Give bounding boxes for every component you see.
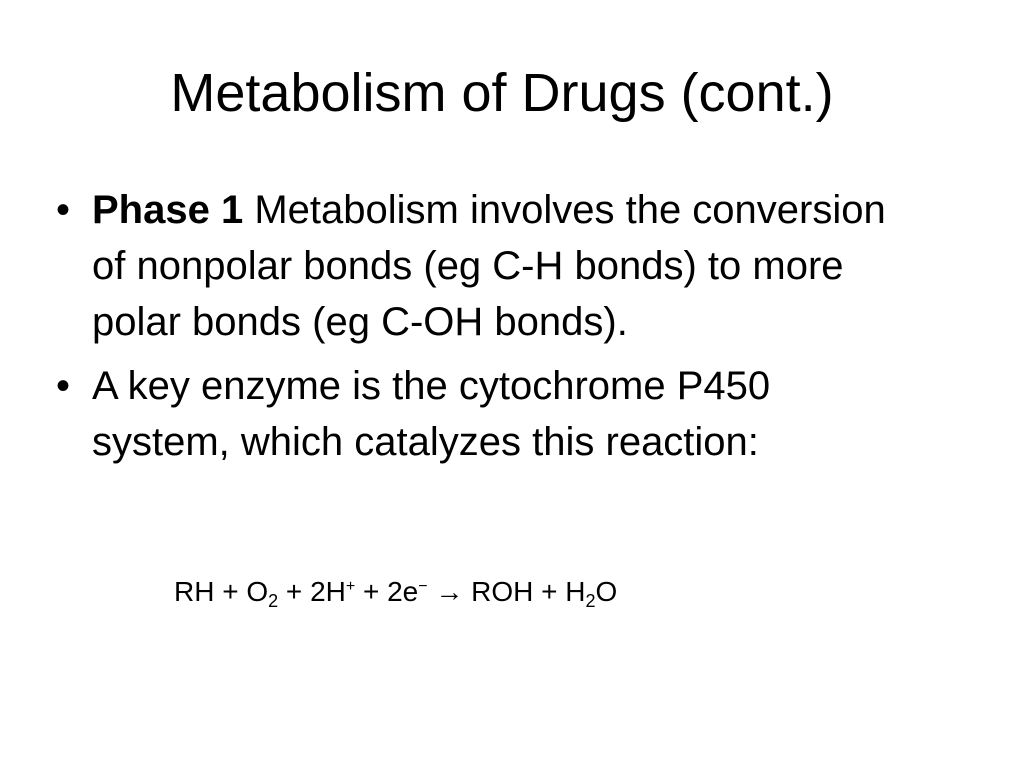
- equation-superscript: −: [418, 578, 428, 595]
- equation-part: + 2e: [355, 576, 419, 607]
- bullet-marker: •: [56, 188, 71, 232]
- equation-subscript: 2: [268, 591, 279, 611]
- bullet-text: A key enzyme is the cytochrome P450 system, which catalyzes this reaction:: [92, 364, 771, 464]
- slide-title: Metabolism of Drugs (cont.): [170, 63, 834, 123]
- bullet-list: [56, 182, 916, 478]
- reaction-equation: [174, 572, 617, 612]
- equation-part: RH + O: [174, 576, 269, 607]
- equation-superscript: +: [345, 578, 356, 595]
- bullet-text: Metabolism involves the conversion of nonpolar bonds (eg C-H bonds) to more polar bonds (eg C-OH bonds).: [92, 188, 886, 344]
- bullet-item-p450: [56, 358, 916, 470]
- bullet-bold-lead: Phase 1: [92, 188, 244, 232]
- equation-part: + 2H: [278, 576, 346, 607]
- bullet-item-phase1: [56, 182, 916, 350]
- bullet-marker: •: [56, 364, 71, 408]
- equation-subscript: 2: [585, 591, 596, 611]
- equation-part: O: [595, 576, 618, 607]
- equation-part: → ROH + H: [427, 576, 586, 607]
